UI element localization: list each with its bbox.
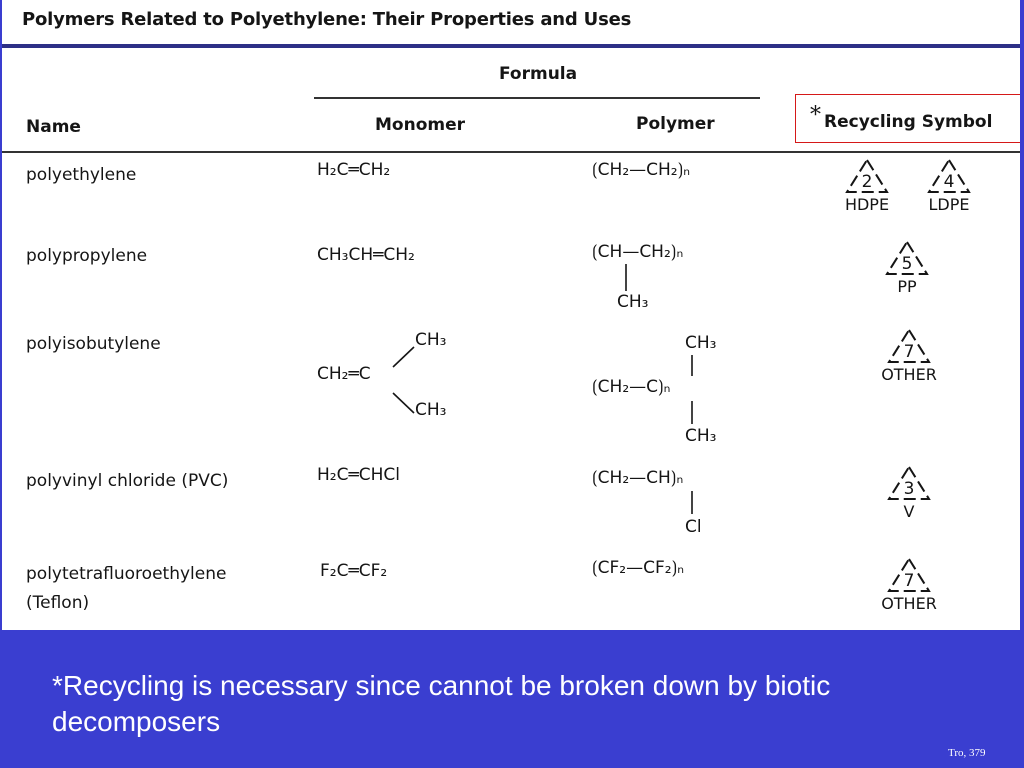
monomer-branch-top: CH₃ [415,330,447,350]
footnote: *Recycling is necessary since cannot be broken down by biotic decomposers [52,670,831,737]
recycle-triangle-icon [885,326,933,366]
substituent-bond [623,263,629,293]
title-underline [2,44,1020,48]
polymer-header: Polymer [636,114,715,134]
formula-rule [314,97,760,99]
monomer-formula: F₂C═CF₂ [320,561,388,581]
substituent-bond [689,490,695,516]
polymer-bond-top [689,354,695,378]
polymer-formula: ⟮CH₂—CH₂⟯ₙ [592,160,691,180]
svg-text:3: 3 [903,479,915,499]
polymer-name: polyethylene [26,165,137,185]
monomer-header: Monomer [375,115,466,135]
monomer-formula: H₂C═CHCl [317,465,400,485]
recycling-code [838,156,896,214]
recycling-code [920,156,978,214]
polymer-formula: ⟮CH₂—CH⟯ₙ [592,468,684,488]
polymer-formula: ⟮CF₂—CF₂⟯ₙ [592,558,685,578]
recycling-code [878,555,940,613]
svg-text:7: 7 [903,571,915,591]
recycling-header: Recycling Symbol [824,112,993,132]
recycling-label: LDPE [928,195,970,214]
polymer-name: polyvinyl chloride (PVC) [26,471,229,491]
recycling-code [878,238,936,296]
substituent-group: CH₃ [617,292,649,312]
recycling-label: HDPE [844,195,890,214]
formula-header: Formula [499,64,578,84]
monomer-formula: CH₃CH═CH₂ [317,245,415,265]
monomer-formula: CH₂═C [317,364,371,384]
recycle-triangle-icon [925,156,973,196]
svg-text:7: 7 [903,342,915,362]
header-rule [2,151,1020,153]
polymer-formula: ⟮CH—CH₂⟯ₙ [592,242,684,262]
source-credit: Tro, 379 [948,747,986,759]
monomer-branch-bottom: CH₃ [415,400,447,420]
recycling-code [878,326,940,384]
polymer-name-line-2: (Teflon) [26,593,90,613]
recycling-label: OTHER [881,365,937,384]
polymer-formula: ⟮CH₂—C⟯ₙ [592,377,671,397]
recycling-label: PP [897,277,917,296]
recycle-triangle-icon [843,156,891,196]
recycling-asterisk: * [810,103,821,128]
polymer-name: polypropylene [26,246,148,266]
page-title: Polymers Related to Polyethylene: Their Properties and Uses [22,9,632,30]
svg-text:4: 4 [943,172,955,192]
recycling-code [878,463,940,521]
recycling-label: OTHER [881,594,937,613]
polymer-substituent-bottom: CH₃ [685,426,717,446]
svg-text:5: 5 [901,254,913,274]
svg-text:2: 2 [861,172,873,192]
polymer-bond-bottom [689,400,695,426]
recycle-triangle-icon [883,238,931,278]
name-header: Name [26,117,81,137]
recycle-triangle-icon [885,555,933,595]
textbook-table-image [2,0,1020,630]
polymer-name: polyisobutylene [26,334,161,354]
polymer-substituent-top: CH₃ [685,333,717,353]
polymer-name: polytetrafluoroethylene [26,564,227,584]
monomer-formula: H₂C═CH₂ [317,160,391,180]
recycling-label: V [903,502,915,521]
recycle-triangle-icon [885,463,933,503]
substituent-group: Cl [685,517,702,537]
